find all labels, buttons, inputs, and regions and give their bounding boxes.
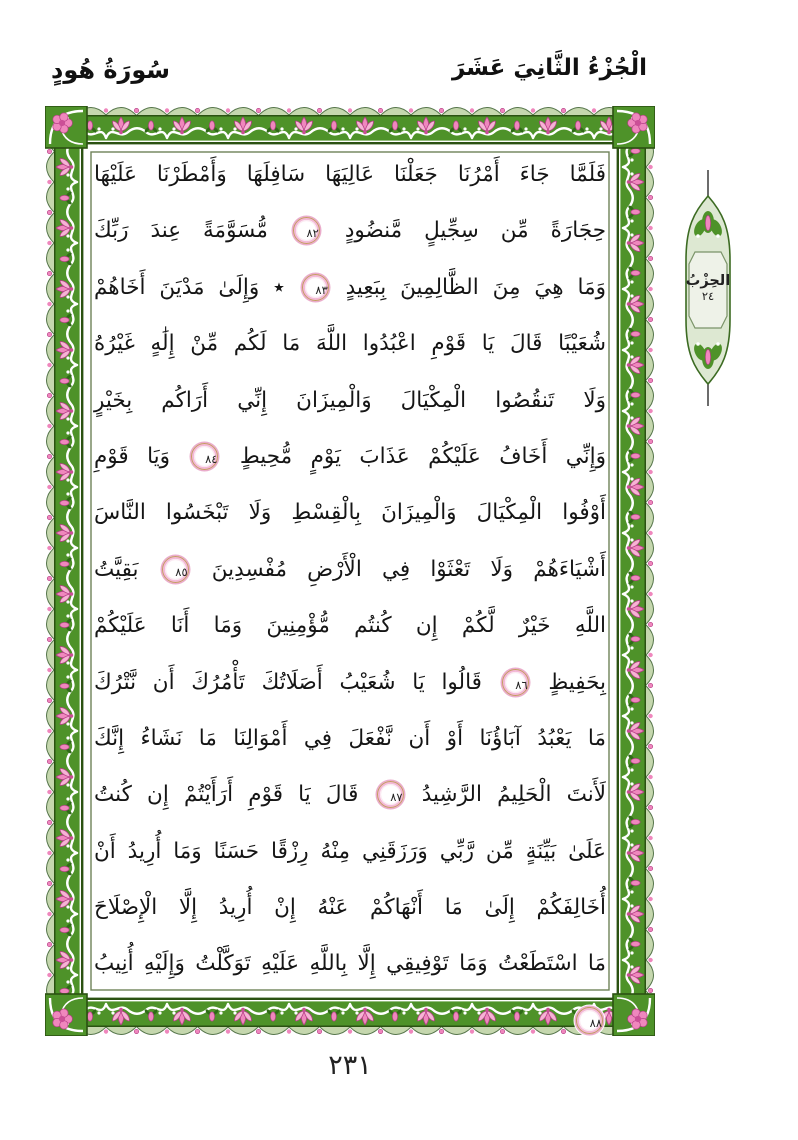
verse-end-medallion	[293, 217, 320, 244]
ayah-text: حِجَارَةً مِّن سِجِّيلٍ مَّنضُودٍ	[322, 218, 606, 244]
ayah-text: مَا اسْتَطَعْتُ وَمَا تَوْفِيقِي إِلَّا بِاللَّهِ عَلَيْهِ تَوَكَّلْتُ وَإِلَيْهِ أُنِيبُ	[94, 951, 606, 977]
ayah-text: عَلَىٰ بَيِّنَةٍ مِّن رَّبِّي وَرَزَقَنِي مِنْهُ رِزْقًا حَسَنًا وَمَا أُرِيدُ أَنْ	[94, 838, 606, 864]
quran-line	[94, 936, 606, 1030]
ayah-text: أَوْفُوا الْمِكْيَالَ وَالْمِيزَانَ بِالْقِسْطِ وَلَا تَبْخَسُوا النَّاسَ	[94, 500, 606, 526]
verse-number: ٨٥	[175, 564, 188, 579]
verse-end-medallion	[162, 556, 189, 583]
quran-line	[94, 767, 606, 823]
verse-number: ٨٤	[205, 451, 218, 466]
verse-end-medallion	[191, 443, 218, 470]
ayah-text: أُخَالِفَكُمْ إِلَىٰ مَا أَنْهَاكُمْ عَنْهُ إِنْ أُرِيدُ إِلَّا الْإِصْلَاحَ	[94, 895, 606, 921]
ayah-text: وَمَا هِيَ مِنَ الظَّالِمِينَ بِبَعِيدٍ	[331, 274, 606, 300]
quran-line	[94, 485, 606, 541]
ayah-text: قَالُوا يَا شُعَيْبُ أَصَلَاتُكَ تَأْمُرُكَ أَن نَّتْرُكَ	[94, 669, 499, 695]
ayah-text: قَالَ يَا قَوْمِ أَرَأَيْتُمْ إِن كُنتُ	[94, 782, 374, 808]
quran-line	[94, 203, 606, 259]
quran-line	[94, 880, 606, 936]
hizb-ornament	[677, 170, 739, 406]
quran-line	[94, 429, 606, 485]
ayah-text: ٭ وَإِلَىٰ مَدْيَنَ أَخَاهُمْ	[94, 274, 299, 300]
verse-number: ٨٧	[390, 790, 403, 805]
ayah-text: لَأَنتَ الْحَلِيمُ الرَّشِيدُ	[406, 782, 606, 808]
hizb-label: الحِزْبُ	[685, 273, 731, 289]
quran-line	[94, 260, 606, 316]
verse-number: ٨٣	[315, 282, 328, 297]
quran-line	[94, 542, 606, 598]
ayah-text: أَشْيَاءَهُمْ وَلَا تَعْثَوْا فِي الْأَرْضِ مُفْسِدِينَ	[191, 556, 607, 582]
quran-line	[94, 598, 606, 654]
verse-number: ٨٨	[589, 1015, 602, 1030]
page-number: ٢٣١	[328, 1050, 372, 1081]
quran-line	[94, 373, 606, 429]
ayah-text: وَيَا قَوْمِ	[94, 443, 189, 469]
verse-end-medallion	[302, 274, 329, 301]
quran-line	[94, 711, 606, 767]
verse-end-medallion	[576, 1007, 603, 1034]
ayah-text: فَلَمَّا جَاءَ أَمْرُنَا جَعَلْنَا عَالِيَهَا سَافِلَهَا وَأَمْطَرْنَا عَلَيْهَا	[94, 162, 606, 187]
ayah-text: مُّسَوَّمَةً عِندَ رَبِّكَ	[94, 218, 290, 244]
verse-end-medallion	[502, 669, 529, 696]
ayah-text: وَإِنِّي أَخَافُ عَلَيْكُمْ عَذَابَ يَوْمٍ مُّحِيطٍ	[221, 443, 606, 469]
quran-text-block	[94, 147, 607, 1030]
ayah-text: شُعَيْبًا قَالَ يَا قَوْمِ اعْبُدُوا اللَّهَ مَا لَكُم مِّنْ إِلَٰهٍ غَيْرُهُ	[94, 331, 606, 357]
hizb-number: ٢٤	[701, 289, 715, 303]
ayah-text: اللَّهِ خَيْرٌ لَّكُمْ إِن كُنتُم مُّؤْمِنِينَ وَمَا أَنَا عَلَيْكُمْ	[94, 613, 606, 639]
verse-number: ٨٢	[306, 226, 319, 241]
ayah-text: بِحَفِيظٍ	[531, 669, 606, 695]
ayah-text: مَا يَعْبُدُ آبَاؤُنَا أَوْ أَن نَّفْعَلَ فِي أَمْوَالِنَا مَا نَشَاءُ إِنَّكَ	[94, 725, 606, 751]
quran-line	[94, 824, 606, 880]
verse-number: ٨٦	[515, 677, 528, 692]
quran-line	[94, 316, 606, 372]
ayah-text: وَلَا تَنقُصُوا الْمِكْيَالَ وَالْمِيزَانَ إِنِّي أَرَاكُم بِخَيْرٍ	[94, 387, 606, 413]
juz-title: الْجُزْءُ الثَّانِيَ عَشَرَ	[451, 55, 647, 81]
ayah-text: بَقِيَّتُ	[94, 556, 159, 582]
quran-line	[94, 655, 606, 711]
quran-line	[94, 147, 606, 203]
verse-end-medallion	[377, 781, 404, 808]
surah-title: سُورَةُ هُودٍ	[51, 56, 170, 84]
hizb-ornament-svg	[677, 170, 739, 406]
